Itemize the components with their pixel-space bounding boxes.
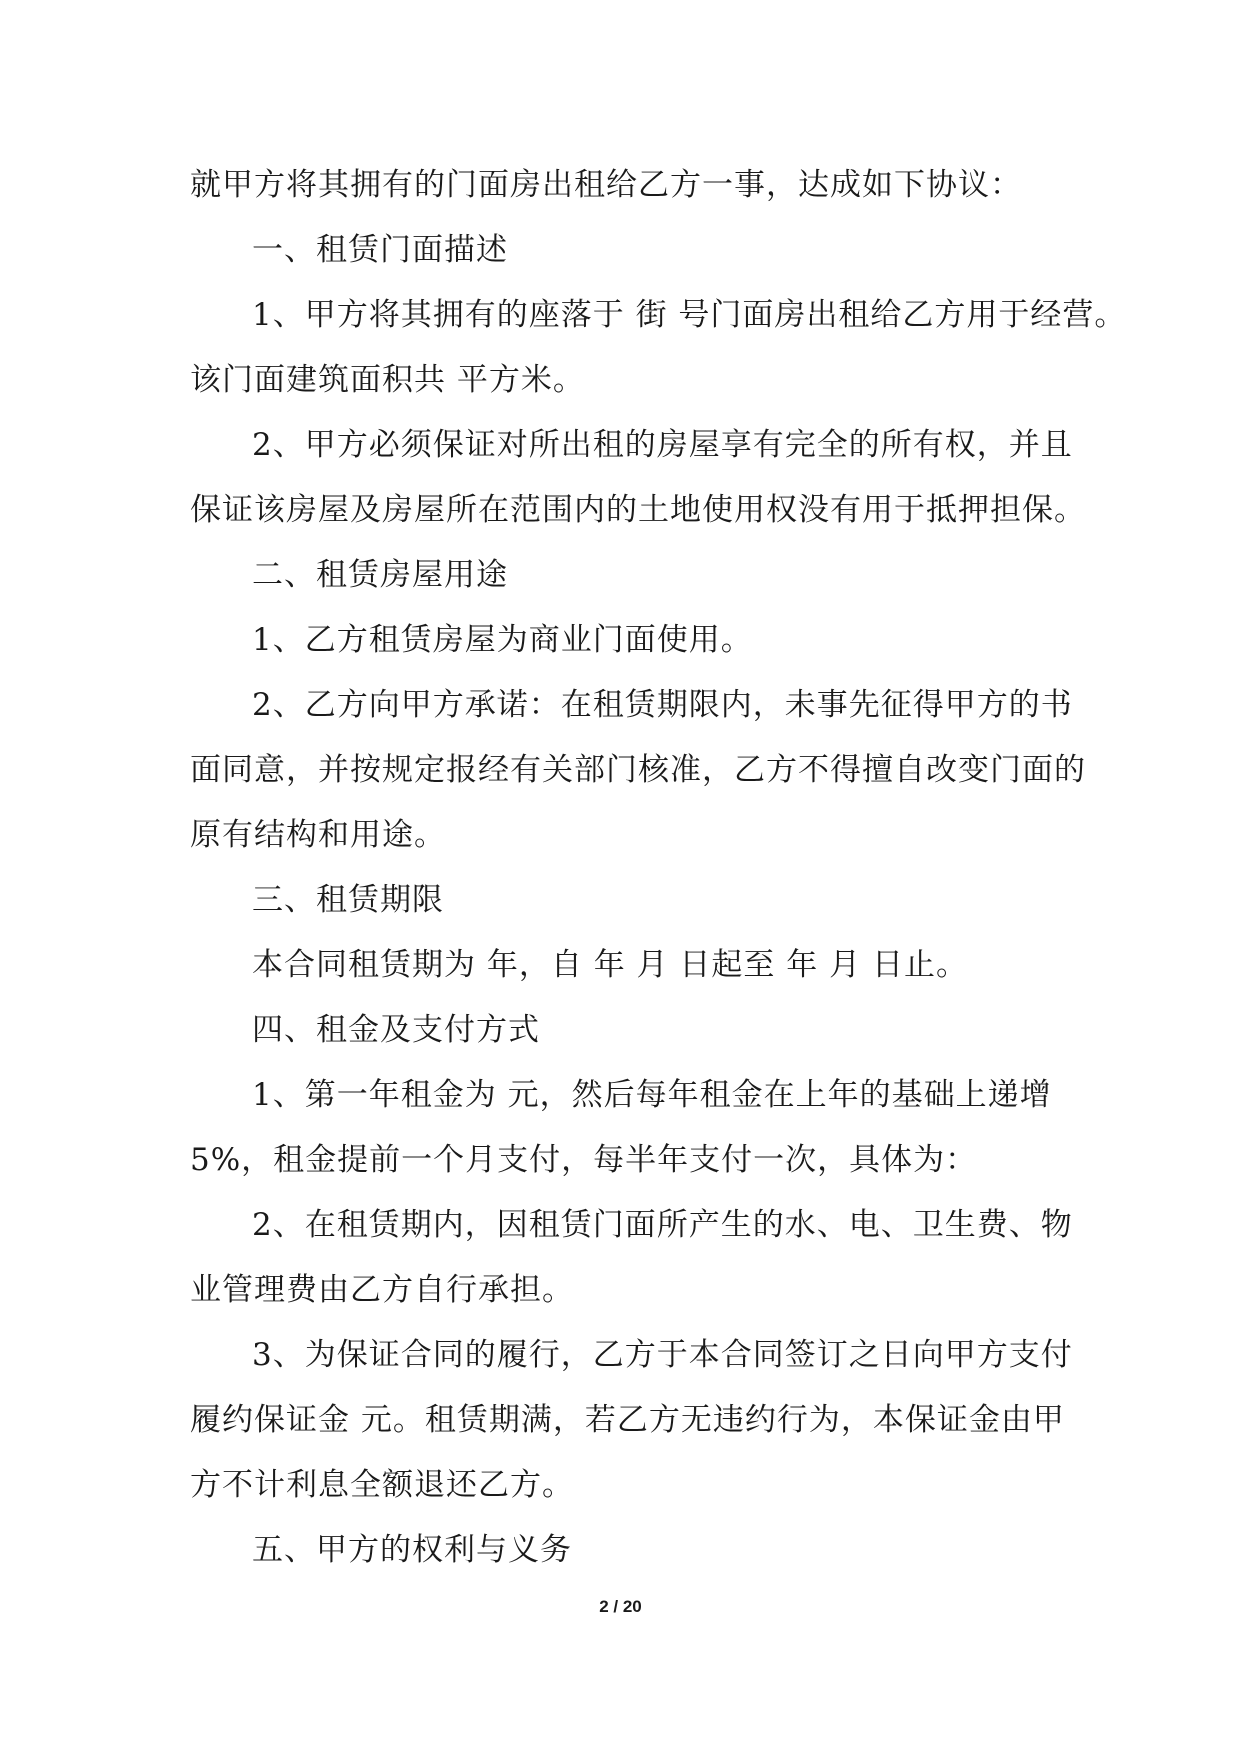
page-number: 2 / 20 [599, 1597, 642, 1616]
body-text-line: 业管理费由乙方自行承担。 [190, 1272, 574, 1308]
body-text-line: 1、第一年租金为 元，然后每年租金在上年的基础上递增 [252, 1077, 1052, 1113]
body-text-line: 2、在租赁期内，因租赁门面所产生的水、电、卫生费、物 [252, 1207, 1073, 1243]
section-heading-rent: 四、租金及支付方式 [252, 1012, 540, 1048]
body-text-line: 履约保证金 元。租赁期满，若乙方无违约行为，本保证金由甲 [190, 1402, 1065, 1438]
body-text-line: 本合同租赁期为 年，自 年 月 日起至 年 月 日止。 [252, 947, 968, 983]
body-text-line: 1、甲方将其拥有的座落于 街 号门面房出租给乙方用于经营。 [252, 297, 1127, 333]
body-text-line: 就甲方将其拥有的门面房出租给乙方一事，达成如下协议： [190, 167, 1022, 203]
section-heading-usage: 二、租赁房屋用途 [252, 557, 508, 593]
section-heading-term: 三、租赁期限 [252, 882, 444, 918]
body-text-line: 1、乙方租赁房屋为商业门面使用。 [252, 622, 753, 658]
body-text-line: 面同意，并按规定报经有关部门核准，乙方不得擅自改变门面的 [190, 752, 1086, 788]
body-text-line: 方不计利息全额退还乙方。 [190, 1467, 574, 1503]
body-text-line: 该门面建筑面积共 平方米。 [190, 362, 585, 398]
body-text-line: 原有结构和用途。 [190, 817, 446, 853]
body-text-line: 2、甲方必须保证对所出租的房屋享有完全的所有权，并且 [252, 427, 1073, 463]
body-text-line: 2、乙方向甲方承诺：在租赁期限内，未事先征得甲方的书 [252, 687, 1073, 723]
section-heading-lease-description: 一、租赁门面描述 [252, 232, 508, 268]
body-text-line: 3、为保证合同的履行，乙方于本合同签订之日向甲方支付 [252, 1337, 1073, 1373]
section-heading-lessor-rights: 五、甲方的权利与义务 [252, 1532, 572, 1568]
body-text-line: 5%，租金提前一个月支付，每半年支付一次，具体为： [190, 1142, 978, 1178]
body-text-line: 保证该房屋及房屋所在范围内的土地使用权没有用于抵押担保。 [190, 492, 1086, 528]
